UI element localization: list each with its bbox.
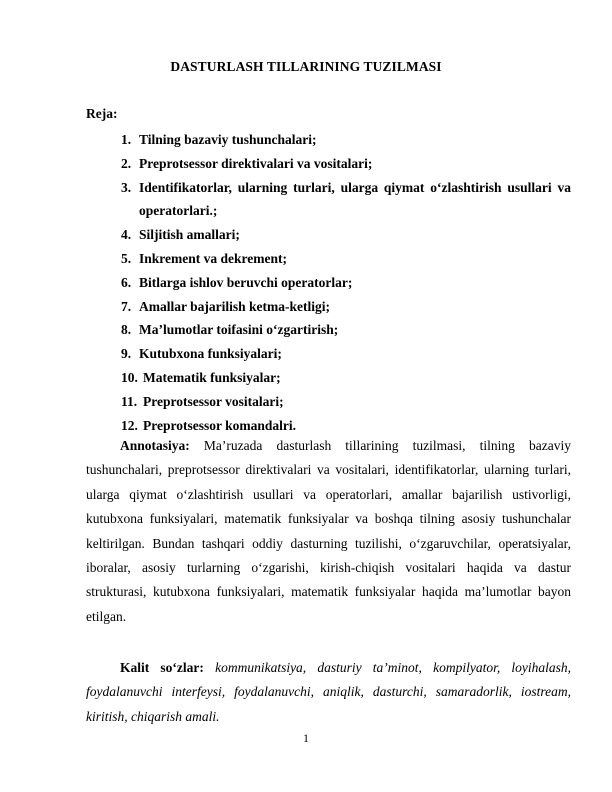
plan-item-text: Preprotsessor direktivalari va vositalari;: [139, 155, 373, 171]
plan-item-number: 4.: [121, 227, 132, 243]
plan-item: [121, 271, 571, 295]
plan-item-number: 6.: [121, 274, 132, 290]
plan-item-text: Inkrement va dekrement;: [139, 250, 287, 266]
keywords-label: Kalit so‘zlar:: [120, 660, 204, 675]
keywords-paragraph: [86, 656, 571, 729]
plan-item: [121, 128, 571, 152]
plan-item: [121, 318, 571, 342]
plan-item: [121, 247, 571, 271]
plan-item-number: 10.: [121, 369, 138, 385]
plan-item-number: 2.: [121, 155, 132, 171]
plan-item-text: Siljitish amallari;: [139, 227, 240, 243]
plan-item: [121, 295, 571, 319]
plan-list: [121, 128, 571, 437]
plan-item-number: 1.: [121, 132, 132, 147]
abstract-text: Ma’ruzada dasturlash tillarining tuzilmasi, tilning bazaviy tushunchalari, preprotsessor direktivalari va vositalari, identifikatorlar, ularning turlari, ularga qiymat o‘zlashtirish usullari va operatorlari, amallar bajarilish ustivorligi, kutubxona funksiyalari, matematik funksiyalar va boshqa tilning asosiy tushunchalar keltirilgan. Bundan tashqari oddiy dasturning tuzilishi, o‘zgaruvchilar, operatsiyalar, iboralar, asosiy turlarning o‘zgarishi, kirish-chiqish vositalari haqida va dastur strukturasi, kutubxona funksiyalari, matematik funksiyalar haqida ma’lumotlar bayon etilgan.: [86, 438, 571, 624]
plan-item-number: 7.: [121, 298, 132, 314]
plan-item-text: Preprotsessor komandalri.: [143, 417, 297, 433]
plan-item: [121, 342, 571, 366]
plan-item-text: Preprotsessor vositalari;: [143, 393, 284, 409]
plan-item-text: Amallar bajarilish ketma-ketligi;: [139, 298, 330, 314]
keywords-text: kommunikatsiya, dasturiy ta’minot, kompilyator, loyihalash, foydalanuvchi interfeysi, foydalanuvchi, aniqlik, dasturchi, samaradorlik, iostream, kiritish, chiqarish amali.: [86, 660, 571, 724]
plan-item-text: Bitlarga ishlov beruvchi operatorlar;: [139, 274, 353, 290]
plan-item: [121, 390, 571, 414]
plan-item-text: Ma’lumotlar toifasini o‘zgartirish;: [139, 322, 339, 338]
plan-item: [121, 152, 571, 176]
plan-item-text: Matematik funksiyalar;: [143, 369, 281, 385]
plan-item: [121, 176, 571, 224]
plan-item-text: Kutubxona funksiyalari;: [139, 346, 282, 362]
page-title: DASTURLASH TILLARINING TUZILMASI: [170, 59, 442, 74]
plan-item: [121, 223, 571, 247]
plan-item-number: 5.: [121, 250, 132, 266]
abstract-paragraph: [86, 434, 571, 629]
plan-item-text: Identifikatorlar, ularning turlari, ularga qiymat o‘zlashtirish usullari va operatorlari.;: [139, 179, 571, 219]
plan-item-number: 11.: [121, 393, 138, 409]
abstract-label: Annotasiya:: [120, 438, 190, 453]
plan-item-number: 8.: [121, 322, 132, 338]
plan-item-number: 3.: [121, 179, 132, 195]
plan-item-number: 9.: [121, 346, 132, 362]
page-number: 1: [303, 731, 309, 745]
plan-heading: Reja:: [86, 106, 118, 121]
plan-item: [121, 366, 571, 390]
plan-item-text: Tilning bazaviy tushunchalari;: [139, 132, 317, 147]
plan-item-number: 12.: [121, 417, 138, 433]
